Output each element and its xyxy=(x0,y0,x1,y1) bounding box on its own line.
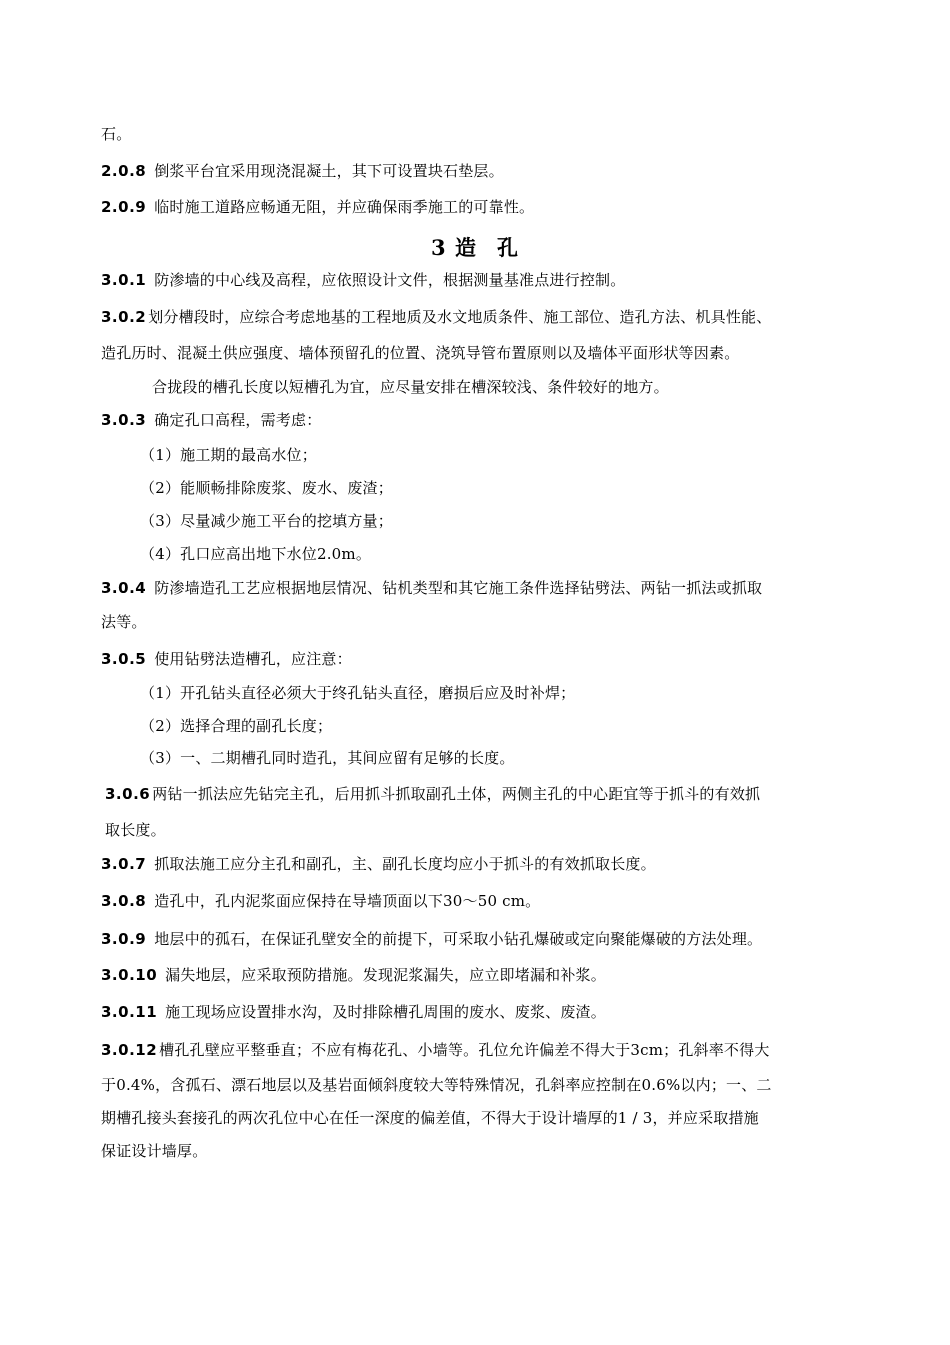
clause-text: 地层中的孤石，在保证孔壁安全的前提下，可采取小钻孔爆破或定向聚能爆破的方法处理。 xyxy=(154,930,763,948)
clause-2-0-9 xyxy=(101,197,841,217)
clause-text: 防渗墙造孔工艺应根据地层情况、钻机类型和其它施工条件选择钻劈法、两钻一抓法或抓取 xyxy=(154,579,763,597)
clause-number: 3.0.7 xyxy=(101,855,147,873)
clause-text: 确定孔口高程，需考虑： xyxy=(154,411,322,429)
clause-3-0-4-cont xyxy=(101,612,841,632)
clause-number: 3.0.9 xyxy=(101,930,147,948)
list-item-text: （4）孔口应高出地下水位2.0m。 xyxy=(140,545,372,563)
section-heading xyxy=(0,234,950,262)
clause-text: 临时施工道路应畅通无阻，并应确保雨季施工的可靠性。 xyxy=(154,198,535,216)
clause-number: 2.0.8 xyxy=(101,162,147,180)
clause-3-0-2 xyxy=(101,307,841,327)
list-item xyxy=(140,511,880,531)
clause-number: 3.0.1 xyxy=(101,271,147,289)
clause-text: 造孔历时、混凝土供应强度、墙体预留孔的位置、浇筑导管布置原则以及墙体平面形状等因素。 xyxy=(101,344,740,362)
clause-number: 3.0.11 xyxy=(101,1003,158,1021)
list-item xyxy=(140,544,880,564)
list-item-text: （2）能顺畅排除废浆、废水、废渣； xyxy=(140,479,393,497)
clause-3-0-12-cont xyxy=(101,1075,841,1095)
clause-text: 施工现场应设置排水沟，及时排除槽孔周围的废水、废浆、废渣。 xyxy=(165,1003,606,1021)
clause-3-0-9 xyxy=(101,929,841,949)
section-title-char: 孔 xyxy=(496,235,519,260)
list-item-text: （3）尽量减少施工平台的挖填方量； xyxy=(140,512,393,530)
clause-number: 2.0.9 xyxy=(101,198,147,216)
paragraph-text: 石。 xyxy=(101,125,132,143)
clause-text: 使用钻劈法造槽孔，应注意： xyxy=(154,650,352,668)
clause-3-0-6 xyxy=(105,784,845,804)
list-item-text: （1）开孔钻头直径必须大于终孔钻头直径，磨损后应及时补焊； xyxy=(140,684,576,702)
clause-text: 抓取法施工应分主孔和副孔，主、副孔长度均应小于抓斗的有效抓取长度。 xyxy=(154,855,656,873)
clause-text: 倒浆平台宜采用现浇混凝土，其下可设置块石垫层。 xyxy=(154,162,504,180)
section-title-char: 造 xyxy=(454,235,477,260)
clause-number: 3.0.5 xyxy=(101,650,147,668)
clause-text: 漏失地层，应采取预防措施。发现泥浆漏失，应立即堵漏和补浆。 xyxy=(165,966,606,984)
clause-text: 防渗墙的中心线及高程，应依照设计文件，根据测量基准点进行控制。 xyxy=(154,271,626,289)
list-item xyxy=(140,445,880,465)
list-item-text: （3）一、二期槽孔同时造孔，其间应留有足够的长度。 xyxy=(140,749,515,767)
list-item-text: （1）施工期的最高水位； xyxy=(140,446,317,464)
clause-text: 合拢段的槽孔长度以短槽孔为宜，应尽量安排在槽深较浅、条件较好的地方。 xyxy=(152,378,669,396)
clause-number: 3.0.4 xyxy=(101,579,147,597)
clause-text: 造孔中，孔内泥浆面应保持在导墙顶面以下30～50 cm。 xyxy=(154,892,541,910)
clause-text: 槽孔孔壁应平整垂直；不应有梅花孔、小墙等。孔位允许偏差不得大于3cm；孔斜率不得大 xyxy=(159,1041,770,1059)
clause-number: 3.0.3 xyxy=(101,411,147,429)
clause-number: 3.0.10 xyxy=(101,966,158,984)
clause-3-0-2-para xyxy=(152,377,892,397)
clause-text: 保证设计墙厚。 xyxy=(101,1142,208,1160)
clause-text: 期槽孔接头套接孔的两次孔位中心在任一深度的偏差值，不得大于设计墙厚的1 / 3，并应采取措施 xyxy=(101,1109,759,1127)
list-item xyxy=(140,683,880,703)
clause-3-0-4 xyxy=(101,578,841,598)
clause-2-0-8 xyxy=(101,161,841,181)
clause-number: 3.0.12 xyxy=(101,1041,158,1059)
list-item-text: （2）选择合理的副孔长度； xyxy=(140,717,333,735)
list-item xyxy=(140,748,880,768)
clause-3-0-6-cont xyxy=(105,820,845,840)
clause-3-0-3 xyxy=(101,410,841,430)
clause-text: 两钻一抓法应先钻完主孔，后用抓斗抓取副孔土体，两侧主孔的中心距宜等于抓斗的有效抓 xyxy=(152,785,761,803)
list-item xyxy=(140,716,880,736)
clause-text: 划分槽段时，应综合考虑地基的工程地质及水文地质条件、施工部位、造孔方法、机具性能、 xyxy=(148,308,772,326)
clause-text: 取长度。 xyxy=(105,821,166,839)
clause-3-0-12-cont xyxy=(101,1141,841,1161)
clause-number: 3.0.2 xyxy=(101,308,147,326)
clause-3-0-8 xyxy=(101,891,841,911)
clause-text: 法等。 xyxy=(101,613,147,631)
clause-3-0-7 xyxy=(101,854,841,874)
clause-3-0-10 xyxy=(101,965,841,985)
clause-number: 3.0.8 xyxy=(101,892,147,910)
clause-3-0-5 xyxy=(101,649,841,669)
clause-3-0-11 xyxy=(101,1002,841,1022)
clause-text: 于0.4%，含孤石、漂石地层以及基岩面倾斜度较大等特殊情况，孔斜率应控制在0.6%以内；一、二 xyxy=(101,1076,772,1094)
clause-3-0-12-cont xyxy=(101,1108,841,1128)
clause-number: 3.0.6 xyxy=(105,785,151,803)
list-item xyxy=(140,478,880,498)
clause-3-0-12 xyxy=(101,1040,841,1060)
section-number: 3 xyxy=(431,235,447,260)
paragraph-continuation xyxy=(101,124,841,144)
clause-3-0-1 xyxy=(101,270,841,290)
clause-3-0-2-cont xyxy=(101,343,841,363)
